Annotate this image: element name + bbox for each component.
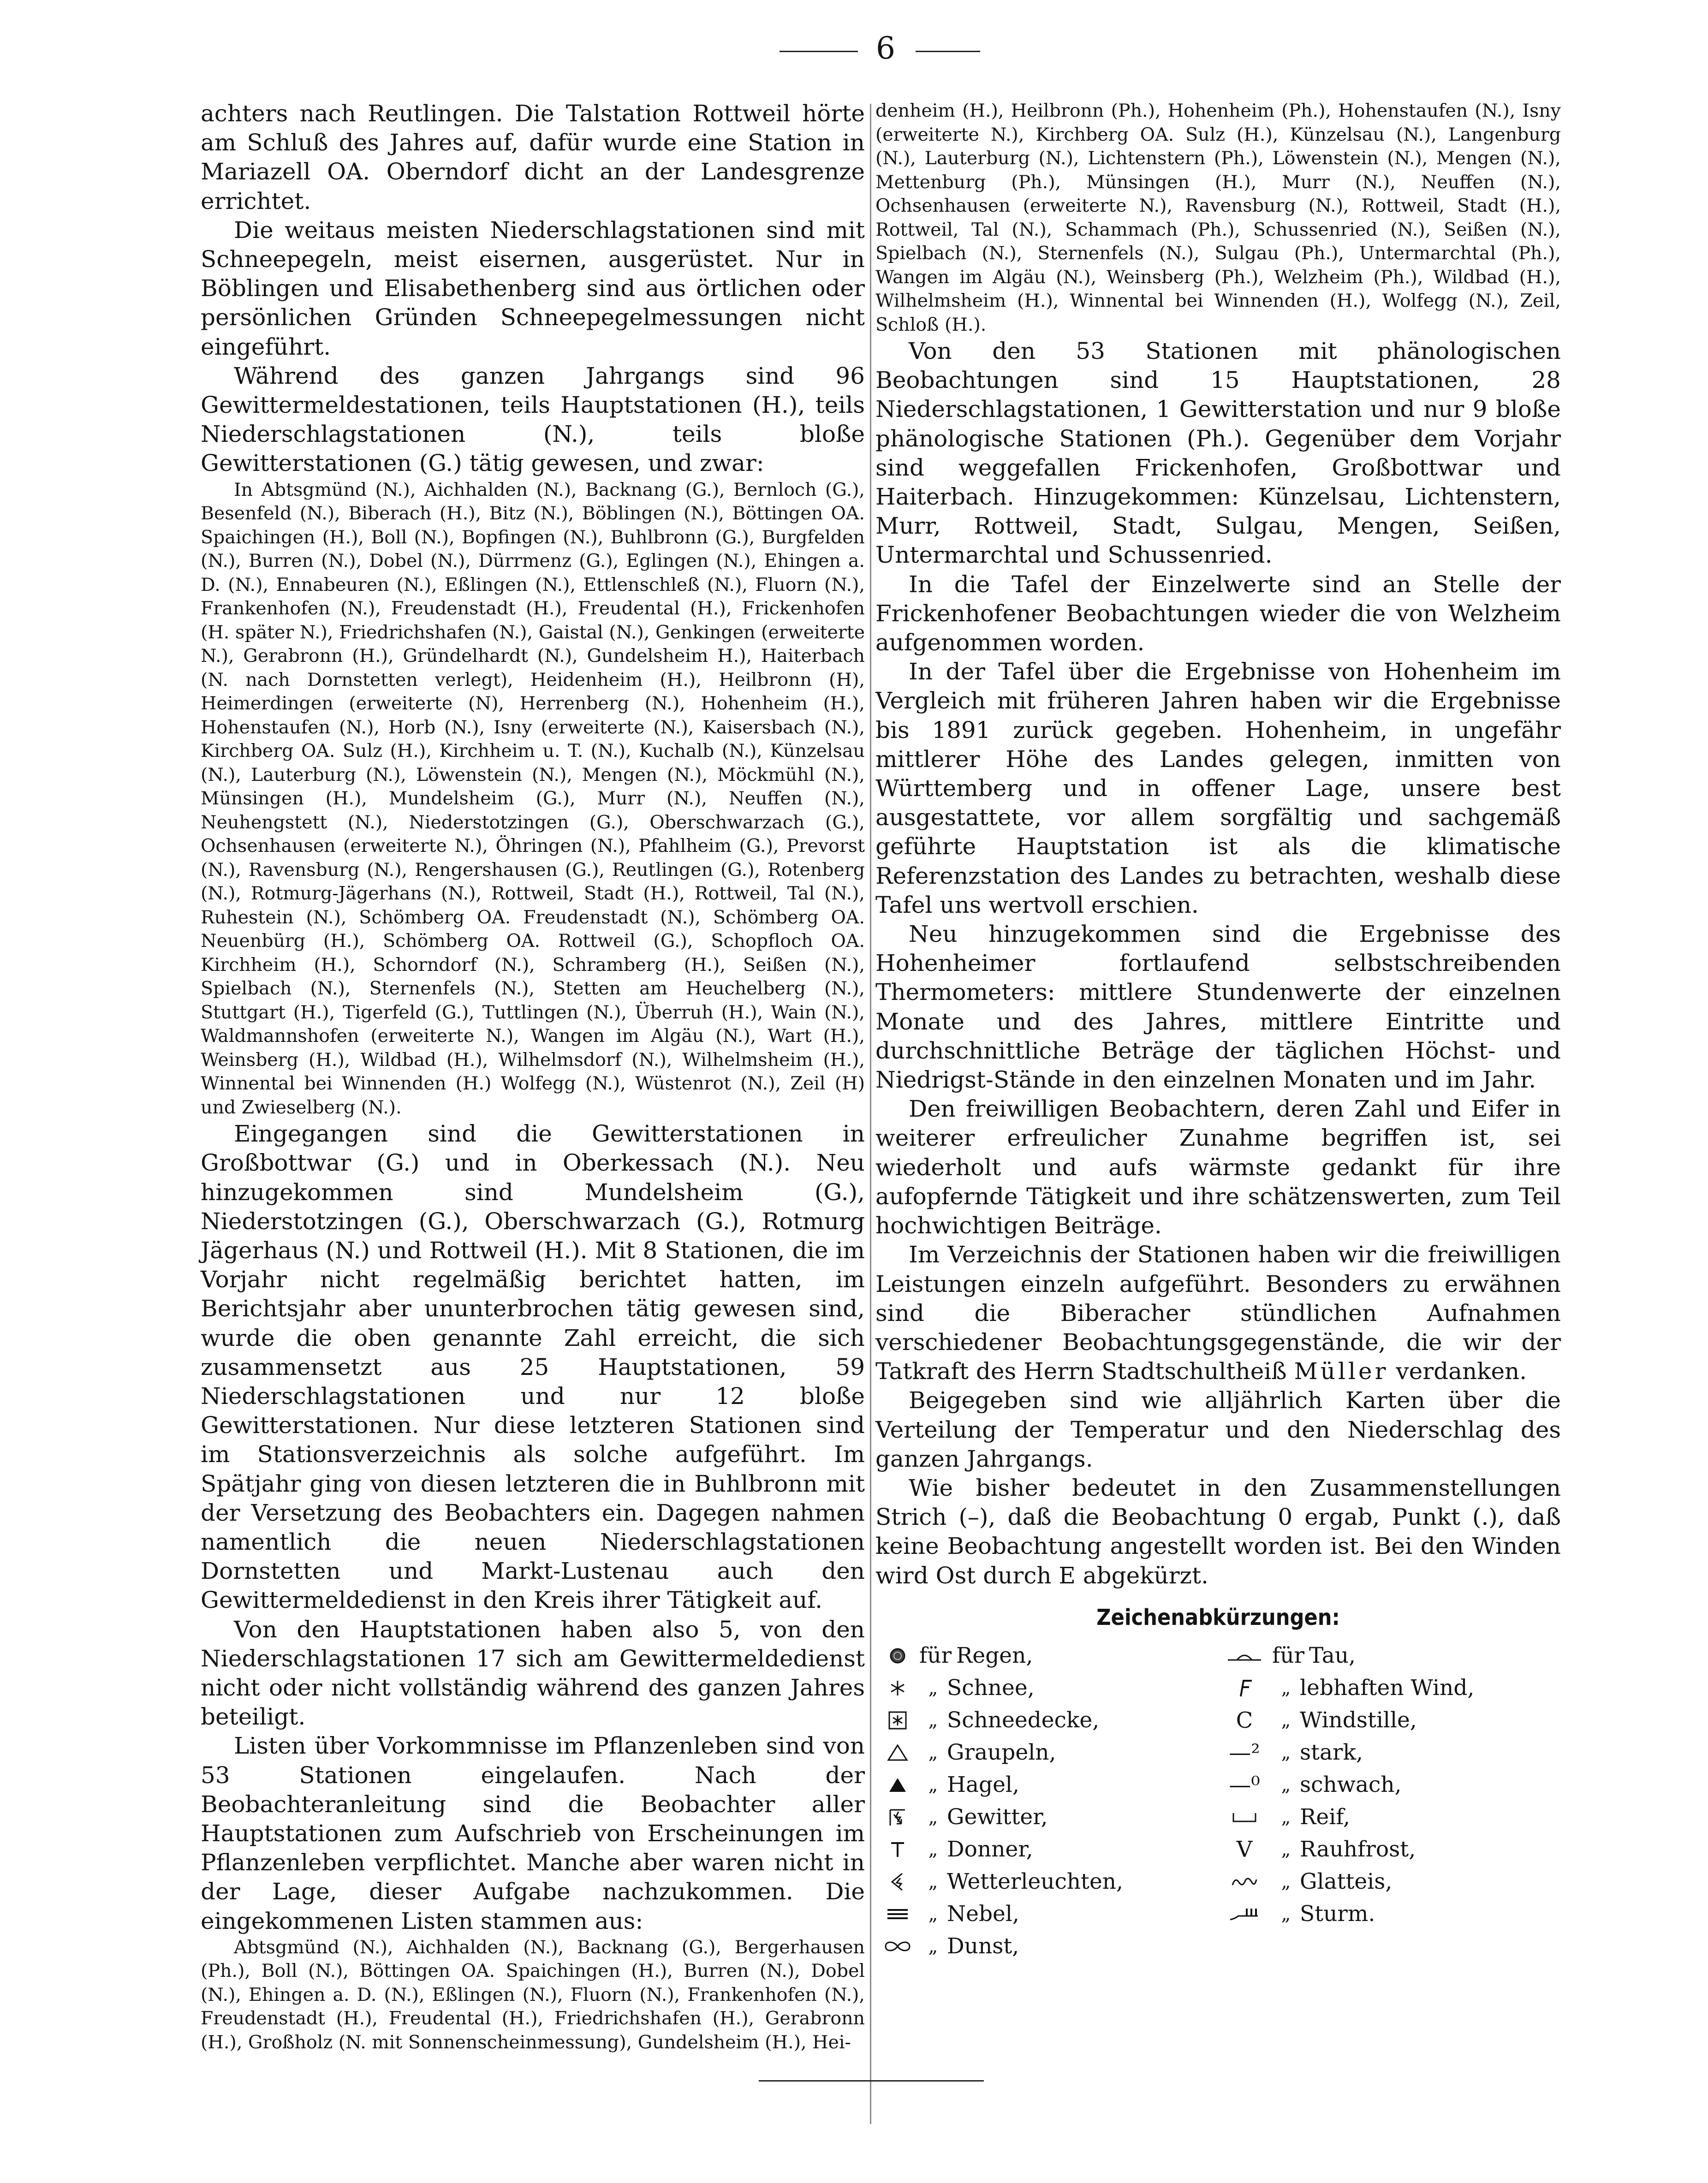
paragraph-verzeichnis-text: Im Verzeichnis der Stationen haben wir die freiwilligen Leistungen einzeln aufgeführt. Besonders zu erwähnen sind die Biberacher stündlichen Aufnahmen verschiedener Beobachtungsgegenstände, die wir der Tatkraft des Herrn Stadtschultheiß bbox=[875, 1241, 1561, 1385]
right-column bbox=[875, 99, 1561, 1963]
paragraph-mariazell: achters nach Reutlingen. Die Talstation Rottweil hörte am Schluß des Jahres auf, dafür wurde eine Station in Mariazell OA. Oberndorf dicht an der Landesgrenze errichtet. bbox=[201, 100, 865, 214]
key-label: Wetterleuchten, bbox=[947, 1868, 1123, 1894]
ditto-mark: „ bbox=[928, 1903, 938, 1925]
fog-icon bbox=[875, 1898, 919, 1930]
ditto-mark: „ bbox=[928, 1677, 938, 1699]
hail-icon bbox=[875, 1769, 919, 1801]
snow-cover-icon bbox=[875, 1704, 919, 1737]
key-row-reif bbox=[1208, 1801, 1561, 1833]
key-row-nebel bbox=[875, 1898, 1208, 1930]
key-label: Gewitter, bbox=[947, 1804, 1048, 1830]
key-row-windstille bbox=[1208, 1704, 1561, 1737]
storm-icon bbox=[1217, 1898, 1272, 1930]
key-label: Rauhfrost, bbox=[1300, 1836, 1416, 1862]
ditto-mark: „ bbox=[1281, 1742, 1291, 1763]
key-row-gewitter bbox=[875, 1801, 1208, 1833]
paragraph-verzeichnis-end: verdanken. bbox=[1396, 1358, 1527, 1385]
key-label: Reif, bbox=[1300, 1804, 1350, 1830]
paragraph-phaenologische-stationen: Von den 53 Stationen mit phänologischen Beobachtungen sind 15 Hauptstationen, 28 Niederschlagstationen, 1 Gewitterstation und nur 9 bloße phänologische Stationen (Ph.). Gegenüber dem Vorjahr sind weggefallen Frickenhofen, Großbottwar und Haiterbach. Hinzugekommen: Künzelsau, Lichtenstern, Murr, Rottweil, Stadt, Sulgau, Mengen, Seißen, Untermarchtal und Schussenried. bbox=[875, 338, 1561, 569]
key-label: Glatteis, bbox=[1300, 1868, 1393, 1894]
column-divider bbox=[870, 104, 871, 2124]
ditto-mark: „ bbox=[1281, 1806, 1291, 1828]
station-list-phaenologie-part1: Abtsgmünd (N.), Aichhalden (N.), Backnang (G.), Bergerhausen (Ph.), Boll (N.), Böttingen OA. Spaichingen (H.), Burren (N.), Dobel (N.), Ehingen a. D. (N.), Eßlingen (N.), Fluorn (N.), Frankenhofen (N.), Freudenstadt (H.), Freudental (H.), Friedrichshafen (H.), Gerabronn (H.), Großholz (N. mit Sonnenscheinmessung), Gundelsheim (H.), Hei- bbox=[201, 1936, 865, 2053]
graupel-icon bbox=[875, 1737, 919, 1769]
ditto-mark: „ bbox=[1281, 1709, 1291, 1731]
sheet-lightning-icon bbox=[875, 1866, 919, 1898]
ditto-mark: „ bbox=[1281, 1838, 1291, 1860]
thunderstorm-icon bbox=[875, 1801, 919, 1833]
key-row-regen bbox=[875, 1640, 1208, 1672]
haze-icon bbox=[875, 1930, 919, 1963]
symbol-key-left bbox=[875, 1640, 1208, 1963]
ditto-mark: „ bbox=[1281, 1677, 1291, 1699]
key-row-sturm bbox=[1208, 1898, 1561, 1930]
key-row-lebhafter-wind bbox=[1208, 1672, 1561, 1704]
snow-icon bbox=[875, 1672, 919, 1704]
paragraph-pflanzenleben: Listen über Vorkommnisse im Pflanzenleben sind von 53 Stationen eingelaufen. Nach der Beobachteranleitung sind die Beobachter aller Hauptstationen zum Aufschrieb von Erscheinungen im Pflanzenleben verpflichtet. Manche aber waren nicht in der Lage, dieser Aufgabe nachzukommen. Die eingekommenen Listen stammen aus: bbox=[201, 1732, 865, 1934]
ditto-mark: „ bbox=[928, 1806, 938, 1828]
paragraph-hohenheim: In der Tafel über die Ergebnisse von Hohenheim im Vergleich mit früheren Jahren haben wir die Ergebnisse bis 1891 zurück gegeben. Hohenheim, in ungefähr mittlerer Höhe des Landes gelegen, inmitten von Württemberg und in offener Lage, unsere best ausgestattete, vor allem sorgfältig und sachgemäß geführte Hauptstation ist als die klimatische Referenzstation des Landes zu betrachten, weshalb diese Tafel uns wertvoll erschien. bbox=[875, 658, 1561, 918]
paragraph-karten: Beigegeben sind wie alljährlich Karten über die Verteilung der Temperatur und den Niederschlag des ganzen Jahrgangs. bbox=[875, 1387, 1561, 1472]
key-label: Dunst, bbox=[947, 1933, 1019, 1959]
ditto-mark: „ bbox=[1281, 1774, 1291, 1796]
station-list-gewitter: In Abtsgmünd (N.), Aichhalden (N.), Backnang (G.), Bernloch (G.), Besenfeld (N.), Biberach (H.), Bitz (N.), Böblingen (N.), Böttingen OA. Spaichingen (H.), Boll (N.), Bopfingen (N.), Buhlbronn (G.), Burgfelden (N.), Burren (N.), Dobel (N.), Dürrmenz (G.), Eglingen (N.), Ehingen a. D. (N.), Ennabeuren (N.), Eßlingen (N.), Ettlenschleß (N.), Fluorn (N.), Frankenhofen (N.), Freudenstadt (H.), Freudental (H.), Frickenhofen (H. später N.), Friedrichshafen (N.), Gaistal (N.), Genkingen (erweiterte N.), Gerabronn (H.), Gründelhardt (N.), Gundelsheim H.), Haiterbach (N. nach Dornstetten verlegt), Heidenheim (H.), Heilbronn (H), Heimerdingen (erweiterte (N), Herrenberg (N.), Hohenheim (H.), Hohenstaufen (N.), Horb (N.), Isny (erweiterte (N.), Kaisersbach (N.), Kirchberg OA. Sulz (H.), Kirchheim u. T. (N.), Kuchalb (N.), Künzelsau (N.), Lauterburg (N.), Löwenstein (N.), Mengen (N.), Möckmühl (N.), Münsingen (H.), Mundelsheim (G.), Murr (N.), Neuffen (N.), Neuhengstett (N.), Niederstotzingen (G.), Oberschwarzach (G.), Ochsenhausen (erweiterte N.), Öhringen (N.), Pfahlheim (G.), Prevorst (N.), Ravensburg (N.), Rengershausen (G.), Reutlingen (G.), Rotenberg (N.), Rotmurg-Jägerhans (N.), Rottweil, Stadt (H.), Rottweil, Tal (N.), Ruhestein (N.), Schömberg OA. Freudenstadt (N.), Schömberg OA. Neuenbürg (H.), Schömberg OA. Rottweil (G.), Schopfloch OA. Kirchheim (H.), Schorndorf (N.), Schramberg (H.), Seißen (N.), Spielbach (N.), Sternenfels (N.), Stetten am Heuchelberg (N.), Stuttgart (H.), Tigerfeld (G.), Tuttlingen (N.), Überruh (H.), Wain (N.), Waldmannshofen (erweiterte N.), Wangen im Algäu (N.), Wart (H.), Weinsberg (H.), Wildbad (H.), Wilhelmsdorf (N.), Wilhelmsheim (H.), Winnental bei Winnenden (H.) Wolfegg (N.), Wüstenrot (N.), Zeil (H) und Zwieselberg (N.). bbox=[201, 479, 865, 1118]
ditto-mark: „ bbox=[928, 1742, 938, 1763]
header-rule-right bbox=[916, 51, 980, 52]
ditto-mark: „ bbox=[1281, 1903, 1291, 1925]
paragraph-hauptstationen: Von den Hauptstationen haben also 5, von den Niederschlagstationen 17 sich am Gewittermeldedienst nicht oder nicht vollständig während des ganzen Jahres beteiligt. bbox=[201, 1616, 865, 1731]
key-label: lebhaften Wind, bbox=[1300, 1675, 1475, 1701]
station-list-phaenologie-part2: denheim (H.), Heilbronn (Ph.), Hohenheim (Ph.), Hohenstaufen (N.), Isny (erweiterte N.), Kirchberg OA. Sulz (H.), Künzelsau (N.), Langenburg (N.), Lauterburg (N.), Lichtenstern (Ph.), Löwenstein (N.), Mengen (N.), Mettenburg (Ph.), Münsingen (H.), Murr (N.), Neuffen (N.), Ochsenhausen (erweiterte N.), Ravensburg (N.), Rottweil, Stadt (H.), Rottweil, Tal (N.), Schammach (Ph.), Schussenried (N.), Seißen (N.), Spielbach (N.), Sternenfels (N.), Sulgau (Ph.), Untermarchtal (Ph.), Wangen im Algäu (N.), Weinsberg (Ph.), Welzheim (Ph.), Wildbad (H.), Wilhelmsheim (H.), Winnental bei Winnenden (H.), Wolfegg (N.), Zeil, Schloß (H.). bbox=[875, 100, 1561, 335]
header-rule-left bbox=[780, 51, 858, 52]
paragraph-zusammenstellungen: Wie bisher bedeutet in den Zusammenstellungen Strich (–), daß die Beobachtung 0 ergab, Punkt (.), daß keine Beobachtung angestellt worden ist. Bei den Winden wird Ost durch E abgekürzt. bbox=[875, 1474, 1561, 1589]
key-fur: für bbox=[1272, 1642, 1305, 1668]
key-label: Schneedecke, bbox=[947, 1707, 1100, 1733]
key-label: stark, bbox=[1300, 1739, 1363, 1765]
glaze-icon bbox=[1217, 1866, 1272, 1898]
key-title: Zeichenabkürzungen: bbox=[1096, 1604, 1340, 1630]
key-label: Donner, bbox=[947, 1836, 1033, 1862]
strong-icon: —² bbox=[1229, 1739, 1260, 1766]
paragraph-tafel-einzelwerte: In die Tafel der Einzelwerte sind an Stelle der Frickenhofener Beobachtungen wieder die von Welzheim aufgenommen worden. bbox=[875, 571, 1561, 656]
key-row-schnee bbox=[875, 1672, 1208, 1704]
paragraph-thermometer: Neu hinzugekommen sind die Ergebnisse des Hohenheimer fortlaufend selbstschreibenden Thermometers: mittlere Stundenwerte der einzelnen Monate und des Jahres, mittlere Eintritte und durchschnittliche Beträge der täglichen Höchst- und Niedrigst-Stände in den einzelnen Monaten und im Jahr. bbox=[875, 921, 1561, 1094]
key-label: Sturm. bbox=[1300, 1901, 1375, 1927]
rime-icon: V bbox=[1236, 1836, 1253, 1862]
key-label: Graupeln, bbox=[947, 1739, 1056, 1765]
thunder-icon bbox=[875, 1833, 919, 1866]
key-label: Regen, bbox=[956, 1642, 1033, 1668]
name-mueller: Müller bbox=[1294, 1358, 1389, 1385]
key-label: schwach, bbox=[1300, 1772, 1402, 1797]
key-row-tau bbox=[1208, 1640, 1561, 1672]
left-column bbox=[201, 99, 865, 2054]
key-label: Hagel, bbox=[947, 1772, 1019, 1797]
paragraph-schneepegel: Die weitaus meisten Niederschlagstationen sind mit Schneepegeln, meist eisernen, ausgerüstet. Nur in Böblingen und Elisabethenberg sind aus örtlichen oder persönlichen Gründen Schneepegelmessungen nicht eingeführt. bbox=[201, 216, 865, 360]
key-row-hagel bbox=[875, 1769, 1208, 1801]
key-row-donner bbox=[875, 1833, 1208, 1866]
paragraph-eingegangen: Eingegangen sind die Gewitterstationen in Großbottwar (G.) und in Oberkessach (N.). Neu hinzugekommen sind Mundelsheim (G.), Niederstotzingen (G.), Oberschwarzach (G.), Rotmurg Jägerhaus (N.) und Rottweil (H.). Mit 8 Stationen, die im Vorjahr nicht regelmäßig berichtet hatten, im Berichtsjahr aber ununterbrochen tätig gewesen sind, wurde die oben genannte Zahl erreicht, die sich zusammensetzt aus 25 Hauptstationen, 59 Niederschlagstationen und nur 12 bloße Gewitterstationen. Nur diese letzteren Stationen sind im Stationsverzeichnis als solche aufgeführt. Im Spätjahr ging von diesen letzteren die in Buhlbronn mit der Versetzung des Beobachters ein. Dagegen nahmen namentlich die neuen Niederschlagstationen Dornstetten und Markt-Lustenau auch den Gewittermeldedienst in den Kreis ihrer Tätigkeit auf. bbox=[201, 1120, 865, 1614]
page-header bbox=[0, 24, 1708, 75]
dew-icon bbox=[1217, 1640, 1272, 1672]
hoar-frost-icon bbox=[1217, 1801, 1272, 1833]
ditto-mark: „ bbox=[928, 1838, 938, 1860]
ditto-mark: „ bbox=[928, 1871, 938, 1892]
key-label: Windstille, bbox=[1300, 1707, 1417, 1733]
ditto-mark: „ bbox=[928, 1709, 938, 1731]
paragraph-dank: Den freiwilligen Beobachtern, deren Zahl und Eifer in weiterer erfreulicher Zunahme begriffen ist, sei wiederholt und aufs wärmste gedankt für ihre aufopfernde Tätigkeit und ihre schätzenswerten, zum Teil hochwichtigen Beiträge. bbox=[875, 1095, 1561, 1239]
key-row-dunst bbox=[875, 1930, 1208, 1963]
key-row-stark bbox=[1208, 1737, 1561, 1769]
key-row-graupeln bbox=[875, 1737, 1208, 1769]
page-number: 6 bbox=[876, 30, 895, 66]
symbol-key-right bbox=[1208, 1640, 1561, 1963]
key-label: Tau, bbox=[1309, 1642, 1356, 1668]
key-row-wetterleuchten bbox=[875, 1866, 1208, 1898]
strong-wind-icon bbox=[1217, 1672, 1272, 1704]
ditto-mark: „ bbox=[928, 1935, 938, 1957]
ditto-mark: „ bbox=[1281, 1871, 1291, 1892]
key-fur: für bbox=[919, 1642, 952, 1668]
calm-icon: C bbox=[1236, 1707, 1253, 1733]
key-label: Schnee, bbox=[947, 1675, 1035, 1701]
ditto-mark: „ bbox=[928, 1774, 938, 1796]
rain-icon bbox=[875, 1640, 919, 1672]
key-label: Nebel, bbox=[947, 1901, 1019, 1927]
bottom-rule bbox=[759, 2080, 984, 2082]
key-row-rauhfrost bbox=[1208, 1833, 1561, 1866]
paragraph-verzeichnis bbox=[875, 1240, 1561, 1386]
key-row-glatteis bbox=[1208, 1866, 1561, 1898]
key-row-schwach bbox=[1208, 1769, 1561, 1801]
symbol-key bbox=[875, 1640, 1561, 1963]
paragraph-gewittermeldestationen: Während des ganzen Jahrgangs sind 96 Gewittermeldestationen, teils Hauptstationen (H.), teils Niederschlagstationen (N.), teils bloße Gewitterstationen (G.) tätig gewesen, und zwar: bbox=[201, 362, 865, 477]
key-row-schneedecke bbox=[875, 1704, 1208, 1737]
weak-icon: —⁰ bbox=[1229, 1772, 1260, 1798]
